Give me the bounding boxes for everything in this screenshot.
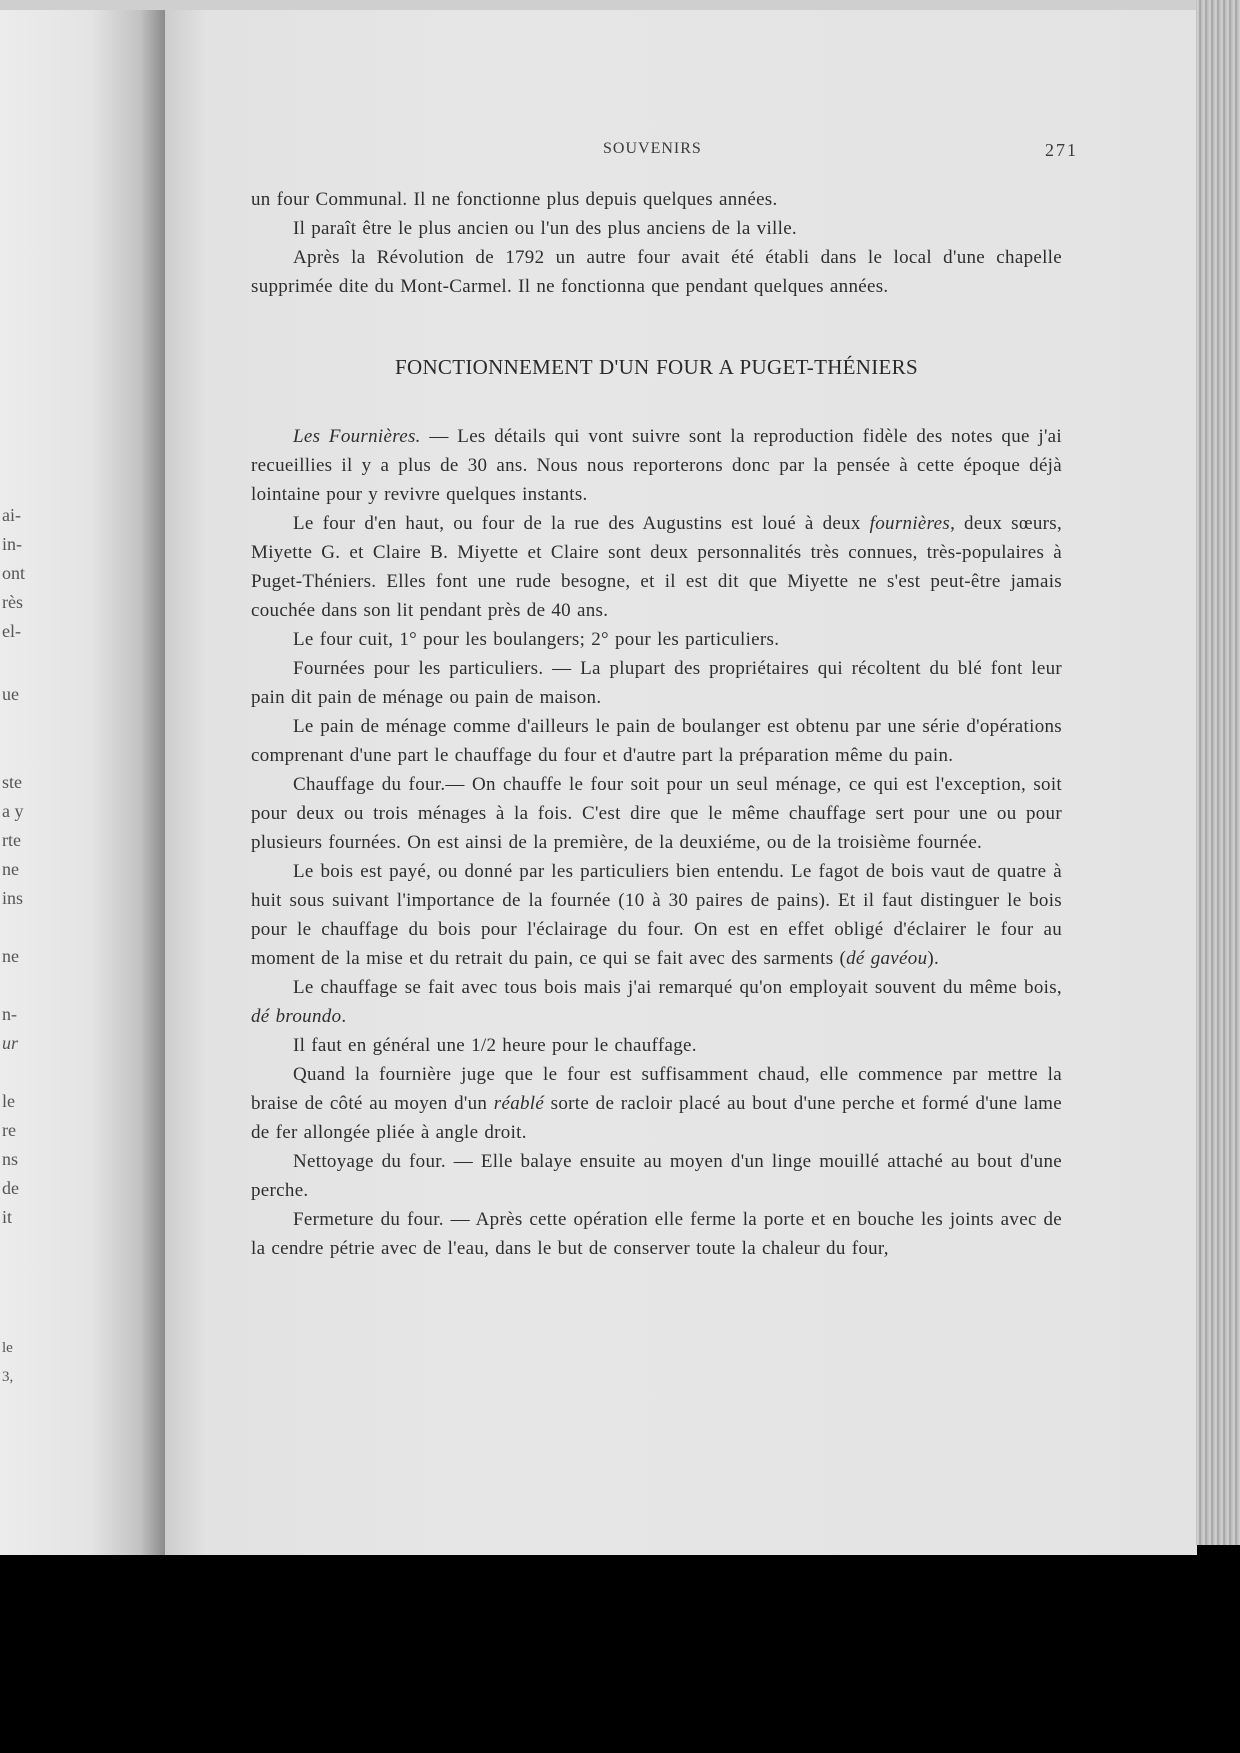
paragraph-text: ). (927, 948, 940, 969)
paragraph-text: Le chauffage se fait avec tous bois mais j'ai remarqué qu'on employait souvent du même bois, (293, 977, 1062, 998)
margin-fragment: ins (2, 888, 24, 908)
paragraph-text: Fournées pour les particuliers. — La plupart des propriétaires qui récoltent du blé font leur pain dit pain de ménage ou pain de maison. (251, 658, 1062, 708)
paragraph (251, 712, 1062, 770)
paragraph (251, 1031, 1062, 1060)
paragraph (251, 973, 1062, 1031)
paragraph-text: Quand la fournière juge que le four est suffisamment chaud, elle commence par mettre la braise de côté au moyen d'un (251, 1064, 1062, 1114)
paragraph (251, 509, 1062, 625)
margin-fragment: n- (2, 1004, 17, 1024)
paragraph (251, 1060, 1062, 1147)
margin-fragment: rès (2, 592, 23, 612)
margin-fragment: ns (2, 1149, 19, 1169)
paragraph (251, 625, 1062, 654)
italic-term: dé broundo (251, 1006, 342, 1027)
paragraph-text: Le pain de ménage comme d'ailleurs le pain de boulanger est obtenu par une série d'opérations comprenant d'une part le chauffage du four et d'autre part la préparation même du pain. (251, 716, 1062, 766)
margin-fragment: de (2, 1178, 19, 1198)
italic-term: fournières (869, 513, 951, 534)
margin-fragment: a y (2, 801, 24, 821)
paragraph (251, 857, 1062, 973)
paragraph-text: — Les détails qui vont suivre sont la reproduction fidèle des notes que j'ai recueillies il y a plus de 30 ans. Nous nous reporterons donc par la pensée à cette époque déjà lointaine pour y revivre quelques instants. (251, 426, 1062, 505)
paragraph-text: Le four cuit, 1° pour les boulangers; 2° pour les particuliers. (293, 629, 780, 650)
running-title: SOUVENIRS (603, 140, 702, 157)
paragraph-text: , deux sœurs, Miyette G. et Claire B. Miyette et Claire sont deux personnalités très connues, très-populaires à Puget-Théniers. Elles font une rude besogne, et il est dit que Miyette ne s'est peut-être jamais couchée dans son lit pendant près de 40 ans. (251, 513, 1063, 621)
paragraph-text: un four Communal. Il ne fonctionne plus depuis quelques années. (251, 189, 778, 210)
margin-fragment: ont (2, 563, 26, 583)
margin-fragment: le (2, 1340, 13, 1356)
paragraph-text: Chauffage du four.— On chauffe le four soit pour un seul ménage, ce qui est l'exception, soit pour deux ou trois ménages à la fois. C'est dire que le même chauffage sert pour une ou pour plusieurs fournées. On est ainsi de la première, de la deuxiéme, ou de la troisième fournée. (251, 774, 1062, 853)
page-number: 271 (1045, 140, 1078, 160)
page-body (251, 185, 1062, 1263)
paragraph (251, 654, 1062, 712)
section-heading: FONCTIONNEMENT D'UN FOUR A PUGET-THÉNIERS (395, 355, 918, 379)
margin-fragment: it (2, 1207, 13, 1227)
paragraph-text: Après la Révolution de 1792 un autre four avait été établi dans le local d'une chapelle supprimée dite du Mont-Carmel. Il ne fonctionna que pendant quelques années. (251, 247, 1062, 297)
margin-fragment: el- (2, 621, 21, 641)
left-page (0, 10, 165, 1555)
paragraph (251, 185, 1062, 214)
margin-fragment: ste (2, 772, 22, 792)
paragraph-text: . (341, 1006, 347, 1027)
paragraph (251, 770, 1062, 857)
margin-fragment: rte (2, 830, 21, 850)
paragraph-text: Il faut en général une 1/2 heure pour le chauffage. (293, 1035, 697, 1056)
scan-background (0, 1555, 1240, 1753)
margin-fragment: ne (2, 859, 19, 879)
paragraph (251, 1147, 1062, 1205)
margin-fragment: ur (2, 1033, 19, 1053)
paragraph (251, 422, 1062, 509)
paragraph (251, 214, 1062, 243)
paragraph-text: Le four d'en haut, ou four de la rue des Augustins est loué à deux (293, 513, 870, 534)
margin-fragment: le (2, 1091, 15, 1111)
paragraph (251, 1205, 1062, 1263)
italic-term: Les Fournières. (293, 426, 421, 447)
paragraph-text: Le bois est payé, ou donné par les particuliers bien entendu. Le fagot de bois vaut de quatre à huit sous suivant l'importance de la fournée (10 à 30 paires de pains). Et il faut distinguer le bois pour le chauffage du bois pour l'éclairage du four. On est en effet obligé d'éclairer le four au moment de la mise et du retrait du pain, ce qui se fait avec des sarments ( (251, 861, 1062, 969)
paragraph-text: Nettoyage du four. — Elle balaye ensuite au moyen d'un linge mouillé attaché au bout d'une perche. (251, 1151, 1062, 1201)
paragraph-text: Fermeture du four. — Après cette opération elle ferme la porte et en bouche les joints avec de la cendre pétrie avec de l'eau, dans le but de conserver toute la chaleur du four, (251, 1209, 1062, 1259)
paragraph-text: sorte de racloir placé au bout d'une perche et formé d'une lame de fer allongée pliée à angle droit. (251, 1093, 1062, 1143)
paragraph-text: Il paraît être le plus ancien ou l'un des plus anciens de la ville. (293, 218, 797, 239)
margin-fragment: ue (2, 684, 19, 704)
italic-term: dé gavéou (846, 948, 928, 969)
italic-term: réablé (493, 1093, 545, 1114)
page-fore-edge (1196, 0, 1240, 1545)
margin-fragment: 3, (2, 1369, 14, 1385)
paragraph (251, 243, 1062, 301)
margin-fragment: ai- (2, 505, 21, 525)
margin-fragment: in- (2, 534, 22, 554)
margin-fragment: ne (2, 946, 19, 966)
margin-fragment: re (2, 1120, 16, 1140)
